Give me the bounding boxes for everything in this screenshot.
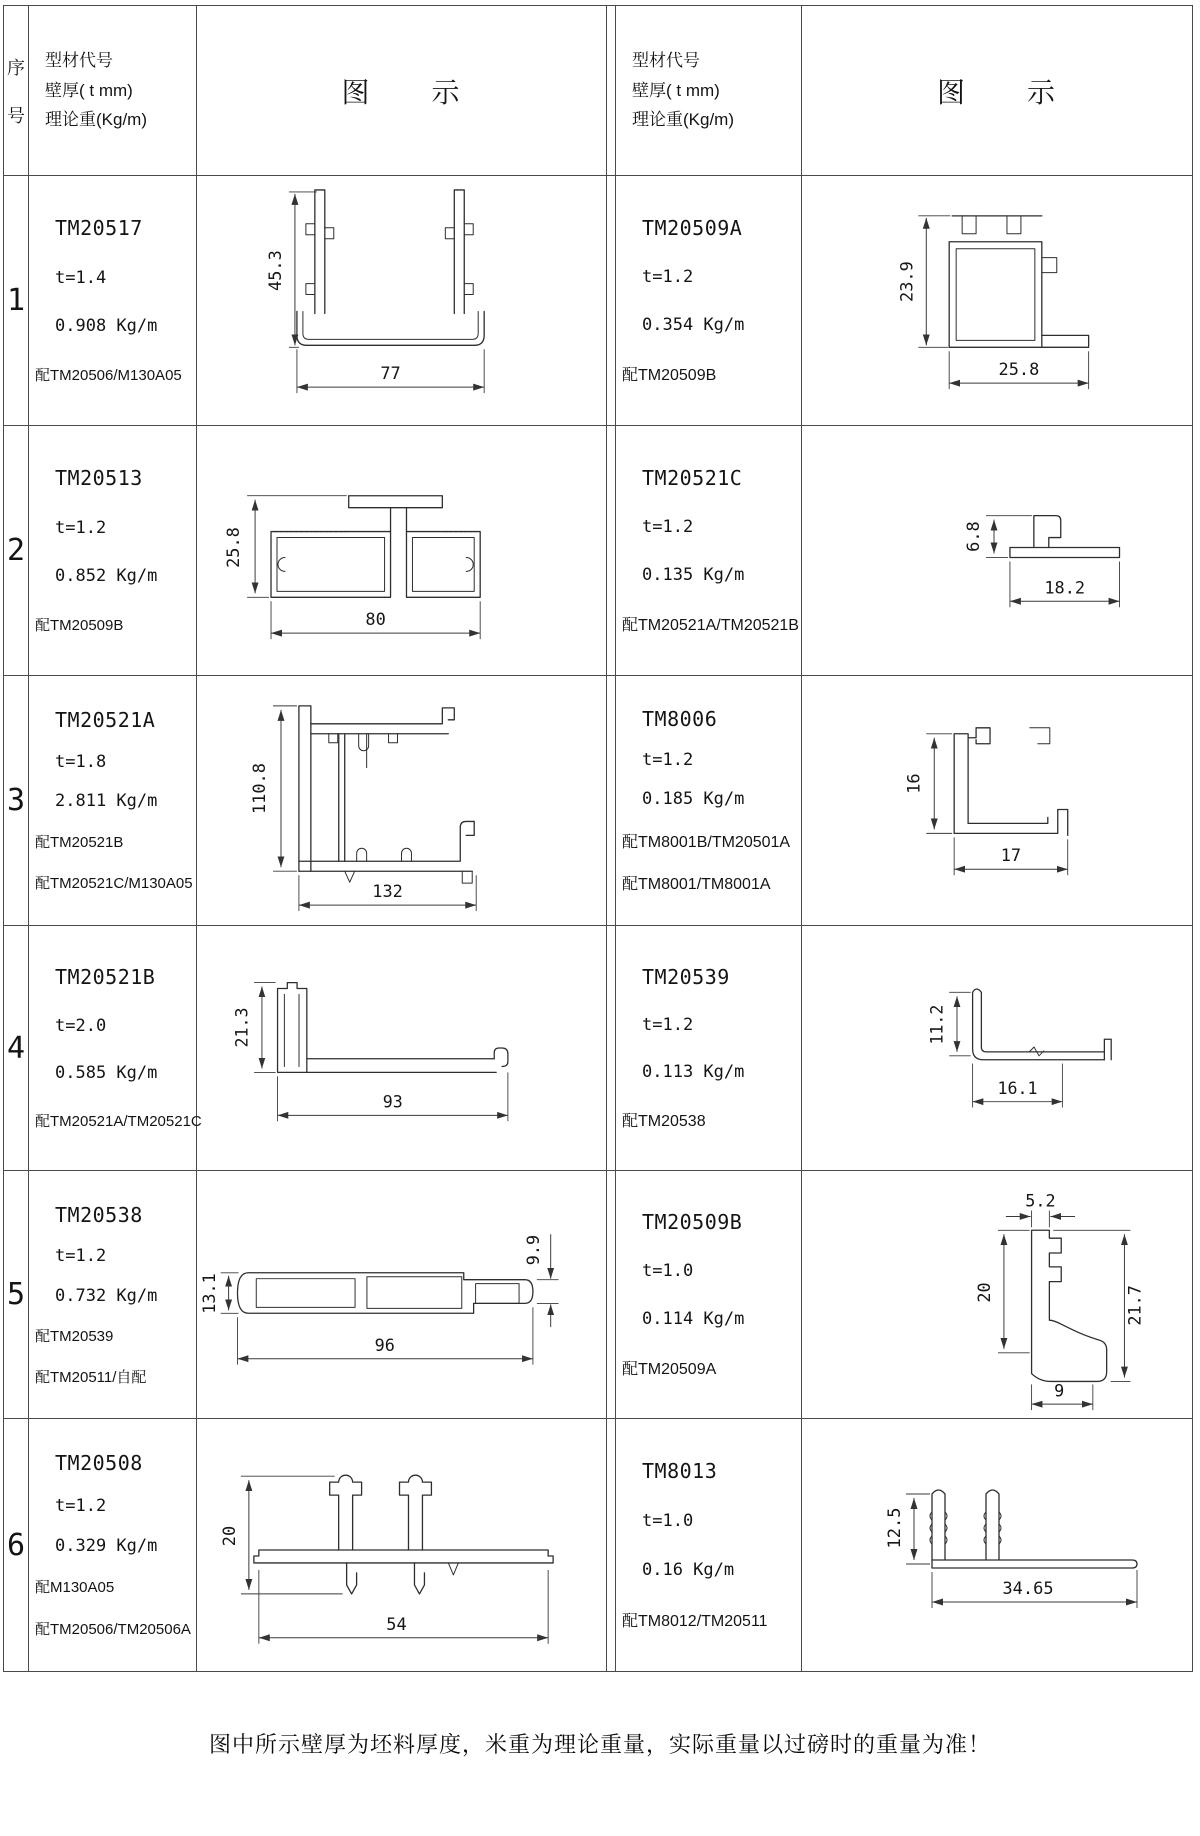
profile-detail: [476, 1284, 519, 1304]
wall-thickness: t=2.0: [55, 1016, 107, 1036]
column-divider: [607, 176, 616, 426]
header-seq: [4, 6, 29, 176]
profile-outline: [307, 1059, 496, 1073]
profile-outline: [1032, 1320, 1107, 1381]
header-diagram-label: 图 示: [936, 76, 1057, 108]
spec-cell-TM20517: [29, 176, 197, 426]
dim-label-width: 93: [382, 1092, 403, 1112]
profile-outline: [494, 1048, 508, 1067]
matching-profiles: 配TM8012/TM20511: [622, 1612, 768, 1630]
theoretical-weight: 0.113 Kg/m: [642, 1061, 745, 1082]
header-diagram-label: 图 示: [341, 76, 462, 108]
spec-cell-TM20509A: [616, 176, 802, 426]
profile-drawing-TM20539: [802, 926, 1192, 1170]
header-spec-line: 壁厚( t mm): [45, 80, 133, 100]
wall-thickness: t=1.2: [55, 518, 107, 538]
column-divider: [607, 1419, 616, 1671]
profile-detail: [284, 994, 299, 1066]
profile-outline: [986, 1490, 999, 1560]
profile-drawing-TM20521C: [802, 426, 1192, 675]
profile-outline: [954, 734, 968, 834]
dim-label-left: 20: [974, 1282, 995, 1303]
dim-label-height: 23.9: [896, 261, 917, 302]
header-diagram-right: [802, 6, 1192, 176]
profile-outline: [1032, 1230, 1062, 1373]
column-divider: [607, 1171, 616, 1419]
wall-thickness: t=1.2: [642, 267, 694, 288]
spec-cell-TM20509B: [616, 1171, 802, 1419]
row-seq: 5: [4, 1171, 29, 1419]
theoretical-weight: 2.811 Kg/m: [55, 791, 158, 812]
profile-code: TM20508: [55, 1451, 143, 1476]
profile-outline: [949, 242, 1042, 348]
profile-code: TM20521B: [55, 965, 156, 989]
matching-profiles: 配TM20521C/M130A05: [35, 875, 193, 893]
matching-profiles: 配TM20521B: [35, 834, 124, 852]
profile-detail: [445, 224, 473, 295]
footer-note: 图中所示壁厚为坯料厚度，米重为理论重量，实际重量以过磅时的重量为准！: [208, 1732, 991, 1757]
profile-detail: [347, 1563, 425, 1594]
profile-outline: [1010, 548, 1120, 558]
dim-label-height: 12.5: [885, 1507, 905, 1549]
spec-cell-TM20521B: [29, 926, 202, 1171]
wall-thickness: t=1.4: [55, 268, 107, 288]
diagram-cell-TM20521C: [802, 426, 1192, 676]
header-seq-char-top: 序: [7, 57, 25, 78]
matching-profiles: 配TM20539: [35, 1328, 114, 1345]
matching-profiles: 配TM20506/TM20506A: [35, 1620, 191, 1638]
profile-drawing-TM20538: [197, 1171, 606, 1418]
dim-label-width: 25.8: [998, 359, 1040, 380]
profile-outline: [406, 532, 480, 598]
wall-thickness: t=1.2: [55, 1246, 107, 1266]
wall-thickness: t=1.8: [55, 751, 107, 772]
wall-thickness: t=1.2: [642, 750, 694, 771]
profile-detail: [256, 1279, 355, 1308]
theoretical-weight: 0.585 Kg/m: [55, 1063, 158, 1083]
profile-outline: [278, 983, 307, 1073]
spec-cell-TM20513: [29, 426, 197, 676]
profile-code: TM20517: [55, 216, 143, 240]
row-seq: 1: [4, 176, 29, 426]
row-seq: 2: [4, 426, 29, 676]
column-divider: [607, 926, 616, 1171]
dim-label-height: 13.1: [198, 1273, 219, 1314]
column-divider: [607, 426, 616, 676]
row-seq: 3: [4, 676, 29, 926]
theoretical-weight: 0.114 Kg/m: [642, 1308, 745, 1329]
dim-label-height: 110.8: [249, 763, 270, 815]
dim-label-width: 96: [374, 1334, 395, 1355]
profile-detail: [278, 557, 473, 571]
profile-detail: [303, 311, 478, 339]
profile-outline: [330, 1475, 362, 1550]
profile-code: TM20521A: [55, 707, 156, 732]
profile-code: TM20513: [55, 466, 143, 490]
profile-detail: [962, 216, 1021, 234]
diagram-cell-TM20509B: [802, 1171, 1192, 1419]
wall-thickness: t=1.0: [642, 1261, 694, 1282]
profile-outline: [339, 734, 345, 861]
dim-label-top: 5.2: [1025, 1190, 1056, 1211]
profile-detail: [306, 224, 334, 295]
profile-outline: [932, 1490, 945, 1560]
diagram-cell-TM20508: [197, 1419, 607, 1671]
matching-profiles: 配TM20521A/TM20521C: [35, 1113, 202, 1130]
dim-label-height: 45.3: [264, 250, 285, 292]
dim-label-bottom: 9: [1054, 1380, 1065, 1401]
wall-thickness: t=1.2: [642, 1015, 694, 1036]
matching-profiles: 配TM20509B: [35, 617, 124, 634]
wall-thickness: t=1.2: [642, 517, 694, 538]
spec-cell-TM20521C: [616, 426, 802, 676]
profile-drawing-TM20521B: [197, 926, 606, 1170]
wall-thickness: t=1.2: [55, 1495, 107, 1516]
profile-outline: [299, 821, 474, 871]
diagram-cell-TM20539: [802, 926, 1192, 1171]
profile-drawing-TM8006: [802, 676, 1192, 925]
profile-drawing-TM20513: [197, 426, 606, 675]
spec-cell-TM20538: [29, 1171, 197, 1419]
matching-profiles: 配TM20521A/TM20521B: [622, 617, 799, 635]
matching-profiles: 配TM20509B: [622, 367, 717, 385]
dim-label-height: 11.2: [927, 1004, 947, 1045]
profile-outline: [932, 1560, 1137, 1568]
profile-drawing-TM20508: [197, 1419, 606, 1671]
profile-detail: [412, 538, 474, 592]
dim-label-width: 132: [372, 881, 403, 902]
dim-label-height2: 9.9: [522, 1234, 543, 1266]
diagram-cell-TM8006: [802, 676, 1192, 926]
profile-drawing-TM20517: [197, 176, 606, 425]
theoretical-weight: 0.908 Kg/m: [55, 316, 158, 336]
dim-label-height: 25.8: [223, 527, 244, 568]
profile-detail: [391, 508, 407, 532]
header-spec-line: 型材代号: [632, 50, 700, 70]
profile-detail: [277, 538, 385, 592]
profile-detail: [367, 1277, 462, 1309]
profile-outline: [400, 1475, 432, 1550]
dim-label-height: 20: [218, 1525, 239, 1547]
dim-label-width: 17: [1000, 845, 1022, 866]
profile-code: TM20509B: [642, 1210, 743, 1235]
profile-drawing-TM20521A: [197, 676, 606, 925]
header-spec-line: 理论重(Kg/m): [45, 110, 147, 130]
diagram-cell-TM20513: [197, 426, 607, 676]
profile-outline: [271, 532, 391, 598]
profile-outline: [1104, 1039, 1111, 1059]
dim-label-width: 18.2: [1044, 577, 1086, 598]
theoretical-weight: 0.135 Kg/m: [642, 564, 745, 585]
matching-profiles: 配TM8001/TM8001A: [622, 875, 771, 893]
diagram-cell-TM20509A: [802, 176, 1192, 426]
diagram-cell-TM20521A: [197, 676, 607, 926]
dim-label-width: 77: [380, 363, 401, 384]
column-divider: [607, 6, 616, 176]
spec-cell-TM20508: [29, 1419, 197, 1671]
theoretical-weight: 0.732 Kg/m: [55, 1285, 158, 1306]
profile-code: TM20539: [642, 964, 730, 989]
header-spec-line: 壁厚( t mm): [632, 80, 720, 100]
diagram-cell-TM20538: [197, 1171, 607, 1419]
header-spec-line: 型材代号: [45, 50, 113, 70]
matching-profiles: 配TM20506/M130A05: [35, 367, 182, 384]
spec-cell-TM8006: [616, 676, 802, 926]
dim-label-height: 21.3: [232, 1007, 252, 1048]
theoretical-weight: 0.852 Kg/m: [55, 566, 158, 586]
theoretical-weight: 0.185 Kg/m: [642, 789, 745, 810]
profile-detail: [956, 249, 1035, 341]
header-diagram-left: [197, 6, 607, 176]
diagram-cell-TM20517: [197, 176, 607, 426]
header-spec-line: 理论重(Kg/m): [632, 110, 734, 130]
profile-outline: [954, 809, 1068, 835]
profile-code: TM20521C: [642, 465, 743, 490]
row-seq: 4: [4, 926, 29, 1171]
profile-outline: [968, 728, 990, 744]
dim-label-width: 54: [386, 1613, 407, 1634]
theoretical-weight: 0.354 Kg/m: [642, 314, 745, 335]
profile-outline: [454, 190, 464, 314]
header-spec-right: [616, 6, 802, 176]
theoretical-weight: 0.329 Kg/m: [55, 1535, 158, 1556]
row-seq: 6: [4, 1419, 29, 1671]
dim-label-width: 16.1: [997, 1078, 1038, 1098]
profile-code: TM8006: [642, 707, 718, 732]
profile-outline: [297, 311, 484, 345]
profile-outline: [254, 1550, 553, 1563]
matching-profiles: 配TM8001B/TM20501A: [622, 833, 791, 851]
dim-label-height: 16: [903, 773, 924, 794]
profile-drawing-TM8013: [802, 1419, 1192, 1671]
matching-profiles: 配TM20509A: [622, 1360, 717, 1378]
profile-drawing-TM20509B: [802, 1171, 1192, 1418]
profile-outline: [349, 496, 443, 508]
profile-outline: [973, 989, 1105, 1060]
wall-thickness: t=1.0: [642, 1511, 694, 1532]
dim-label-right: 21.7: [1124, 1285, 1145, 1326]
profile-outline: [311, 708, 454, 734]
dim-label-width: 34.65: [1002, 1579, 1054, 1599]
profile-code: TM8013: [642, 1459, 718, 1484]
header-seq-char-bottom: 号: [7, 105, 25, 126]
profile-detail: [345, 848, 472, 883]
dim-label-height: 6.8: [963, 521, 984, 552]
profile-drawing-TM20509A: [802, 176, 1192, 425]
profile-detail: [448, 1563, 458, 1575]
profile-outline: [1042, 335, 1089, 347]
dim-label-width: 80: [365, 609, 386, 630]
profile-code: TM20538: [55, 1202, 143, 1227]
header-spec-left: [29, 6, 197, 176]
profile-code: TM20509A: [642, 215, 743, 240]
column-divider: [607, 676, 616, 926]
spec-cell-TM20521A: [29, 676, 197, 926]
profile-outline: [315, 190, 325, 314]
diagram-cell-TM20521B: [197, 926, 607, 1171]
theoretical-weight: 0.16 Kg/m: [642, 1559, 735, 1580]
spec-cell-TM20539: [616, 926, 802, 1171]
matching-profiles: 配M130A05: [35, 1579, 115, 1597]
matching-profiles: 配TM20538: [622, 1113, 706, 1131]
profile-table: [3, 5, 1193, 1672]
profile-outline: [299, 706, 311, 871]
profile-detail: [1030, 728, 1050, 744]
profile-detail: [1042, 258, 1057, 273]
profile-outline: [1034, 516, 1061, 548]
matching-profiles: 配TM20511/自配: [35, 1368, 147, 1386]
spec-cell-TM8013: [616, 1419, 802, 1671]
diagram-cell-TM8013: [802, 1419, 1192, 1671]
